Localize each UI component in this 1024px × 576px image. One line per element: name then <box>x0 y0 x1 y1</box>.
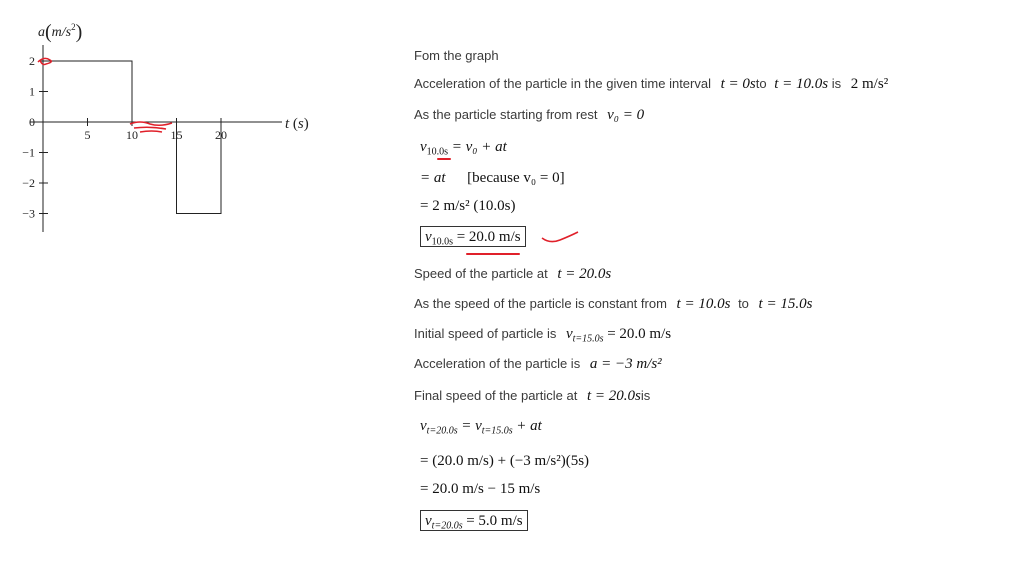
x-tick-label: 20 <box>215 128 227 142</box>
speed-at-20s-line: Speed of the particle at t = 20.0s <box>414 266 612 282</box>
y-tick-label: −2 <box>22 176 35 190</box>
red-underline-subscript <box>437 158 451 160</box>
equation-4: $v_{t=20.0s} = v_{t=15.0s}$ + at <box>420 418 542 437</box>
equation-6: = 20.0 m/s − 15 m/s <box>420 481 541 497</box>
y-tick-label: −3 <box>22 206 35 221</box>
equation-5: = (20.0 m/s) + (−3 m/s²)(5s) <box>420 453 590 469</box>
acceleration-value-line: Acceleration of the particle is a = −3 m/s² <box>414 356 662 372</box>
x-tick-label: 5 <box>84 128 91 142</box>
x-tick-label: 15 <box>170 128 183 142</box>
x-axis-label: t (s) <box>285 116 309 132</box>
result-box-2: $v_{t=20.0s} = 5.0$ m/s <box>420 513 528 532</box>
x-tick-label: 10 <box>126 128 138 142</box>
final-speed-line: Final speed of the particle at t = 20.0sis <box>414 388 651 404</box>
red-underline-result <box>466 253 520 255</box>
rest-line: As the particle starting from rest v₀ = 0 <box>414 107 645 123</box>
equation-3: = 2 m/s² (10.0s) <box>420 198 516 214</box>
y-tick-label: 1 <box>29 84 35 99</box>
y-tick-label: 2 <box>29 54 35 68</box>
acceleration-time-graph <box>0 0 330 260</box>
equation-2: = at [because v₀ = 0] <box>420 170 565 186</box>
initial-speed-line: Initial speed of particle is $v_{t=15.0s} = 20.0$ m/s <box>414 326 672 345</box>
intro-line: Fom the graph <box>414 48 499 63</box>
result-box-1: $v_{10.0s} = 20.0$ m/s <box>420 229 526 248</box>
y-axis-label: $a(m/s^2)$ <box>38 21 83 43</box>
equation-1: $v_{10.0s} = v_0$ + at <box>420 139 507 158</box>
accel-interval-line: Acceleration of the particle in the given time interval t = 0sto t = 10.0s is 2 m/s² <box>414 76 889 92</box>
y-tick-label: −1 <box>22 145 35 160</box>
y-tick-label: 0 <box>29 115 35 129</box>
constant-speed-line: As the speed of the particle is constant from t = 10.0s to t = 15.0s <box>414 296 813 312</box>
red-checkmark-annotation <box>540 228 582 246</box>
